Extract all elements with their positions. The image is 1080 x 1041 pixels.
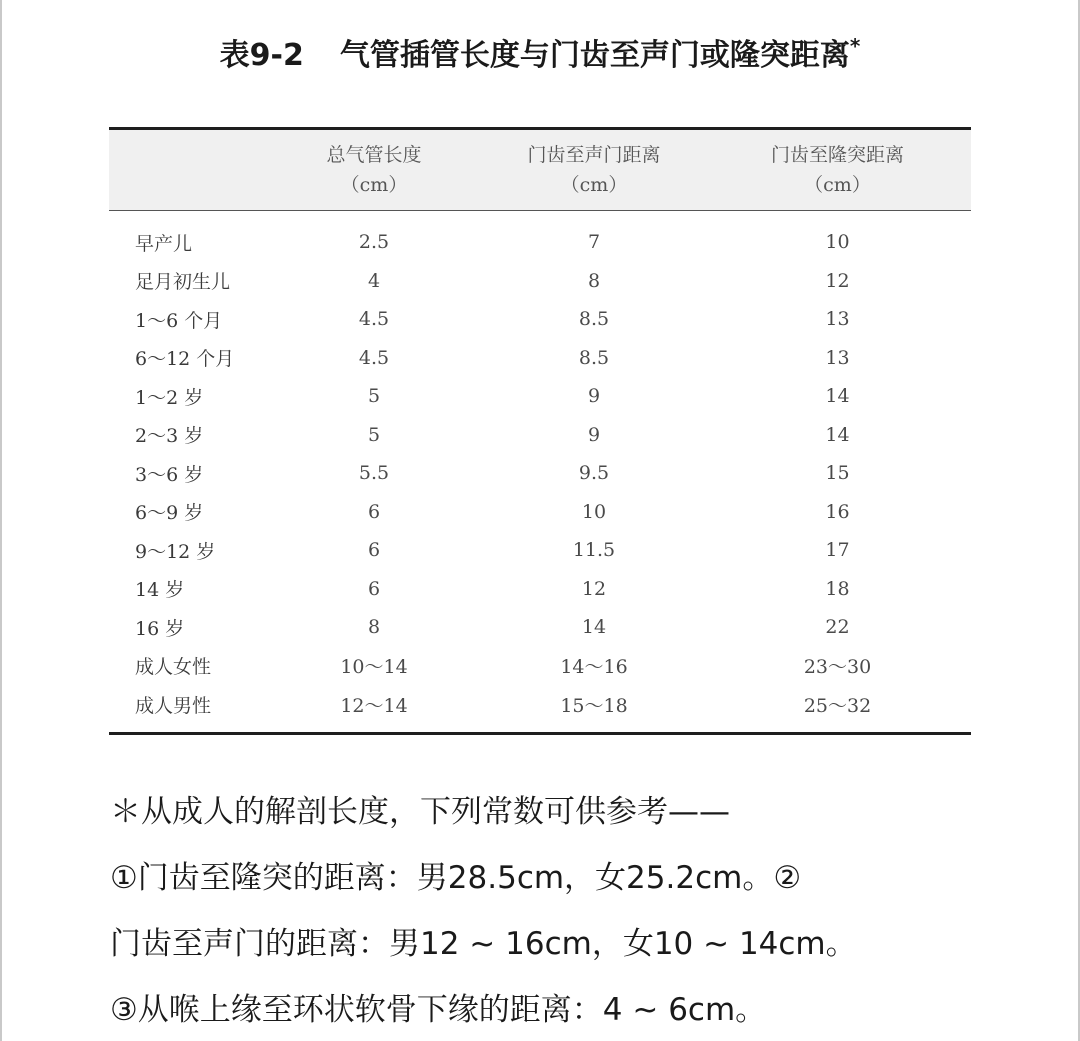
incisor-to-glottis-cell: 9.5	[578, 462, 610, 485]
incisor-to-carina-cell: 17	[825, 539, 850, 562]
incisor-to-carina-cell: 13	[825, 308, 850, 331]
total-length-cell: 6	[367, 500, 381, 523]
header-label: 门齿至隆突距离	[770, 144, 904, 166]
incisor-to-carina-cell: 12	[825, 269, 850, 292]
table-row	[109, 608, 971, 647]
table-body	[109, 211, 971, 732]
incisor-to-glottis-cell: 15～18	[560, 694, 628, 717]
row-category-cell: 16 岁	[135, 617, 185, 640]
left-page-edge	[0, 0, 2, 1041]
table-row	[109, 531, 971, 570]
total-length-cell: 5.5	[358, 462, 390, 485]
table-row	[109, 570, 971, 609]
incisor-to-glottis-cell: 12	[581, 577, 607, 600]
header-label: 总气管长度	[326, 144, 422, 166]
row-category-cell: 成人男性	[135, 694, 212, 717]
table-row	[109, 223, 971, 262]
row-category-cell: 9～12 岁	[135, 540, 216, 563]
total-length-cell: 4.5	[358, 308, 390, 331]
incisor-to-glottis-cell: 8	[587, 269, 601, 292]
total-length-cell: 6	[367, 577, 381, 600]
incisor-to-glottis-cell: 7	[587, 231, 601, 254]
incisor-to-glottis-cell: 8.5	[578, 346, 610, 369]
header-cell-total-length	[264, 140, 484, 200]
incisor-to-carina-cell: 25～32	[803, 694, 872, 717]
total-length-cell: 10～14	[340, 656, 408, 679]
footnote-line-2: ①门齿至隆突的距离：男28.5cm，女25.2cm。②	[110, 860, 802, 896]
total-length-cell: 6	[367, 539, 381, 562]
row-category-cell: 3～6 岁	[135, 463, 204, 486]
incisor-to-glottis-cell: 14	[581, 616, 607, 639]
header-unit: （cm）	[560, 174, 628, 196]
table-title	[0, 30, 1080, 74]
row-category-cell: 2～3 岁	[135, 425, 204, 448]
row-category-cell: 足月初生儿	[135, 271, 231, 294]
table-row	[109, 339, 971, 378]
incisor-to-carina-cell: 10	[825, 231, 850, 254]
row-category-cell: 6～9 岁	[135, 502, 204, 525]
header-unit: （cm）	[340, 174, 408, 196]
incisor-to-carina-cell: 15	[825, 462, 850, 485]
total-length-cell: 5	[367, 423, 381, 446]
header-unit: （cm）	[804, 174, 871, 196]
total-length-cell: 12～14	[340, 694, 408, 717]
incisor-to-carina-cell: 14	[825, 385, 850, 408]
incisor-to-carina-cell: 13	[825, 346, 850, 369]
incisor-to-carina-cell: 14	[825, 423, 850, 446]
incisor-to-glottis-cell: 8.5	[578, 308, 610, 331]
footnote-line-1: ＊从成人的解剖长度，下列常数可供参考——	[110, 794, 730, 830]
table-row	[109, 647, 971, 686]
row-category-cell: 14 岁	[135, 579, 185, 602]
table-row	[109, 300, 971, 339]
footnote-line-4: ③从喉上缘至环状软骨下缘的距离：4 ~ 6cm。	[110, 992, 767, 1028]
incisor-to-glottis-cell: 9	[587, 385, 601, 408]
incisor-to-carina-cell: 16	[825, 500, 850, 523]
incisor-to-glottis-cell: 14～16	[560, 656, 628, 679]
row-category-cell: 1～6 个月	[135, 309, 223, 332]
row-category-cell: 早产儿	[135, 232, 193, 255]
total-length-cell: 8	[367, 616, 381, 639]
incisor-to-glottis-cell: 11.5	[572, 539, 616, 562]
incisor-to-carina-cell: 23～30	[803, 656, 872, 679]
header-cell-incisor-to-glottis	[484, 140, 704, 200]
incisor-to-glottis-cell: 10	[581, 500, 607, 523]
header-label: 门齿至声门距离	[527, 144, 661, 166]
row-category-cell: 1～2 岁	[135, 386, 204, 409]
total-length-cell: 4	[367, 269, 381, 292]
row-category-cell: 成人女性	[135, 656, 212, 679]
table-title-text: 气管插管长度与门齿至声门或隆突距离	[339, 38, 850, 73]
header-cell-incisor-to-carina	[704, 140, 971, 200]
footnote-line-3: 门齿至声门的距离：男12 ~ 16cm，女10 ~ 14cm。	[110, 926, 857, 962]
total-length-cell: 4.5	[358, 346, 390, 369]
table-bottom-rule	[109, 732, 971, 735]
table-row	[109, 377, 971, 416]
table-row	[109, 454, 971, 493]
table-row	[109, 493, 971, 532]
incisor-to-glottis-cell: 9	[587, 423, 601, 446]
incisor-to-carina-cell: 22	[825, 616, 850, 639]
table-row	[109, 416, 971, 455]
incisor-to-carina-cell: 18	[825, 577, 850, 600]
table-header-row	[109, 130, 971, 210]
table-row	[109, 685, 971, 724]
total-length-cell: 5	[367, 385, 381, 408]
title-footnote-marker: *	[849, 34, 861, 58]
data-table	[109, 127, 971, 735]
total-length-cell: 2.5	[358, 231, 390, 254]
table-number: 表9-2	[219, 38, 304, 73]
row-category-cell: 6～12 个月	[135, 348, 235, 371]
table-row	[109, 262, 971, 301]
